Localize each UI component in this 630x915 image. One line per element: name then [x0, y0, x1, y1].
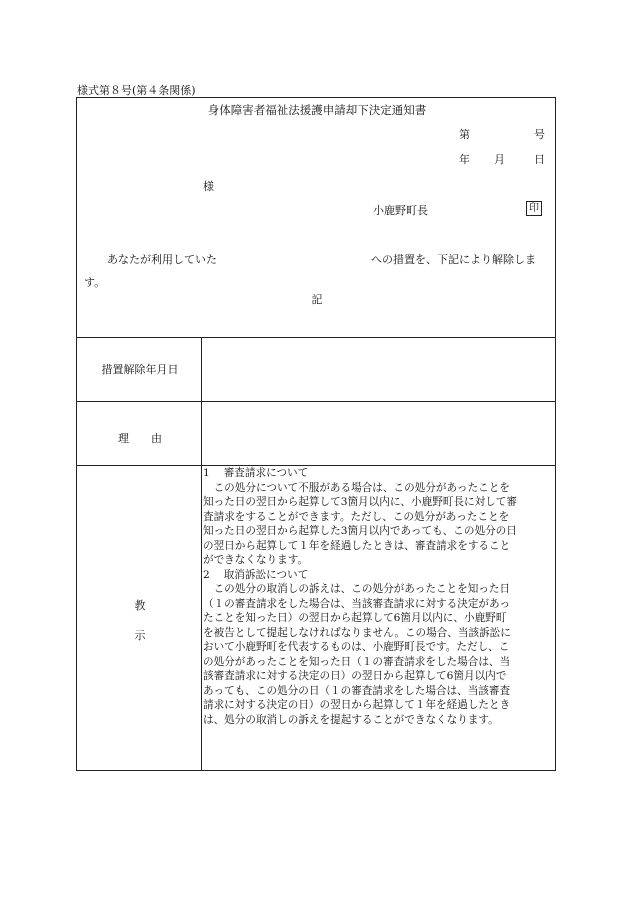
date-day: 日 — [534, 153, 545, 166]
notice-form-frame — [76, 97, 556, 771]
notice-line: おいて小鹿野町を代表するものは、小鹿野町長です。ただし、こ — [203, 641, 510, 653]
body-text-part3: す。 — [84, 276, 106, 289]
notice-line: の処分があったことを知った日（１の審査請求をした場合は、当 — [203, 655, 511, 668]
notice-line: あっても、この処分の日（１の審査請求をした場合は、当該審査 — [203, 684, 511, 697]
notice-line: この処分について不服がある場合は、この処分があったことを — [203, 481, 510, 494]
body-text-part2: への措置を、下記により解除しま — [371, 253, 536, 266]
form-number-label: 様式第８号(第４条関係) — [77, 84, 196, 97]
notice-line: 1 審査請求について — [203, 467, 309, 479]
body-text-part1: あなたが利用していた — [107, 253, 217, 266]
notice-line: 請求に対する決定の日）の翌日から起算して１年を経過したとき — [203, 699, 511, 711]
notice-line: は、処分の取消しの訴えを提起することができなくなります。 — [203, 713, 499, 726]
appeal-notice-text — [203, 466, 555, 727]
notice-line: 該審査請求に対する決定の日）の翌日から起算して6箇月以内で — [203, 670, 507, 682]
notice-line: 知った日の翌日から起算して3箇月以内に、小鹿野町長に対して審 — [203, 496, 517, 508]
issuer-name: 小鹿野町長 — [373, 204, 428, 217]
seal-mark: 印 — [526, 201, 542, 216]
addressee-suffix: 様 — [203, 180, 214, 193]
divider-top — [77, 337, 555, 338]
notice-line: 知った日の翌日から起算した3箇月以内であっても、この処分の日 — [203, 525, 517, 537]
row-label-release-date: 措置解除年月日 — [101, 363, 179, 376]
notice-line: を被告として提起しなければなりません。この場合、当該訴訟に — [203, 626, 511, 639]
notice-line: たことを知った日）の翌日から起算して6箇月以内に、小鹿野町 — [203, 612, 507, 624]
row-label-kyo: 教 — [134, 599, 146, 612]
row-label-reason: 理 由 — [118, 432, 162, 445]
notice-line: この処分の取消しの訴えは、この処分があったことを知った日 — [203, 583, 511, 595]
notice-line: ができなくなります。 — [203, 554, 309, 566]
ki-heading: 記 — [311, 293, 323, 306]
document-title: 身体障害者福祉法援護申請却下決定通知書 — [207, 103, 427, 117]
number-suffix: 号 — [534, 128, 545, 141]
column-divider — [201, 337, 202, 770]
date-year: 年 — [459, 153, 470, 166]
row-label-ji: 示 — [134, 629, 146, 642]
notice-line: の翌日から起算して１年を経過したときは、審査請求をすること — [203, 539, 511, 552]
date-month: 月 — [494, 153, 505, 166]
number-prefix: 第 — [459, 128, 470, 141]
divider-date-reason — [77, 401, 555, 402]
notice-line: （１の審査請求をした場合は、当該審査請求に対する決定があっ — [203, 597, 511, 610]
notice-line: 査請求をすることができます。ただし、この処分があったことを — [203, 510, 510, 523]
notice-line: 2 取消訴訟について — [203, 568, 309, 581]
